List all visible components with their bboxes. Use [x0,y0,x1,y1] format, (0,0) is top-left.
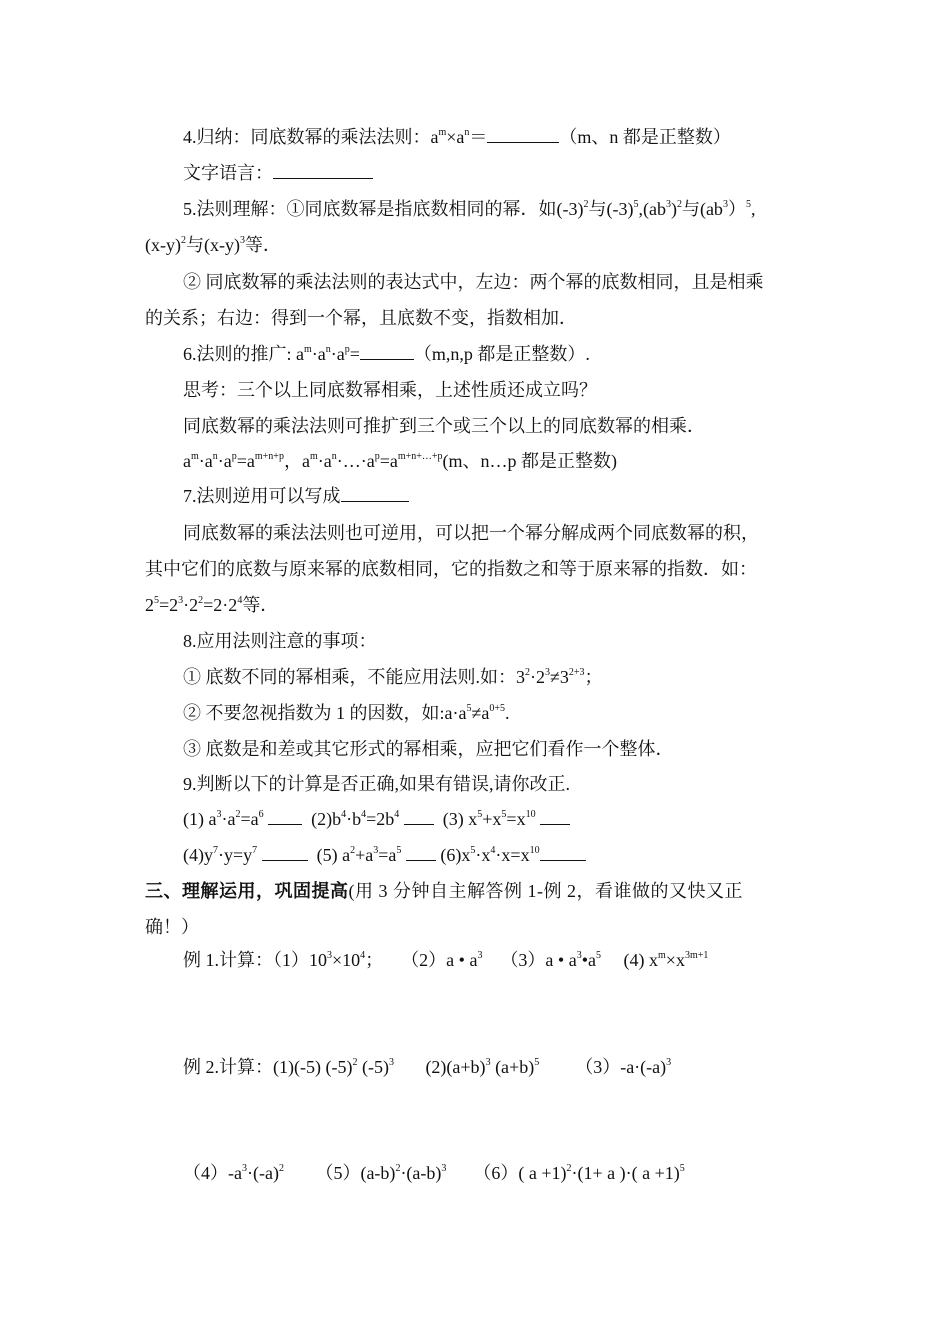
note-item-2: ② 不要忽视指数为 1 的因数，如$:a\cdot a^5\ne a^{0+5}$. [183,703,510,723]
answer-blank[interactable] [406,842,436,861]
example-1: 例 1.计算：$(1)10^3\times 10^4$； （2）a • $a^3$ （3）a • $a^3•a^5$ (4) $x^m\times x^{3m+1}$ [183,950,709,970]
rule-generalization-line: 6.法则的推广: $a^m\cdot a^n\cdot a^p= (m,n,p$ 都是正整数）. [183,341,590,367]
rule-understanding-line: 5.法则理解：①同底数幂是指底数相同的幂．如$(-3)^2$与$(-3)^5,(ab^3)^2$与$(ab^3)^5$, [183,199,756,219]
example-formula-line: $2^5=2^3\cdot 2^2=2\cdot 2^4$等． [145,595,279,615]
example-2-cont: $(4)-a^3\cdot(-a)^2$ $(5)(a-b)^2\cdot(a-b)^3$ （6）( a +1)$^2$·(1+ a )·( a +1)$^5$ [183,1163,685,1183]
judge-row-2: $(4)y^7\cdot y=y^7$ (5) $a^2+a^3=a^5$ $(6)x^5\cdot x^4\cdot x=x^{10}$ [183,842,586,868]
rule-inverse-line: 7.法则逆用可以写成 [183,483,409,509]
example-2: 例 2.计算：(1)(-5) $(-5)^2$ $(-5)^3$ $(2)(a+b)^3$ $(a+b)^5$ $(3)-a\cdot(-a)^3$ [183,1057,672,1077]
text-language-line: 文字语言： [183,160,373,186]
answer-blank[interactable] [273,160,373,179]
note-item-1: ① 底数不同的幂相乘，不能应用法则.如：$3^2\cdot 2^3\ne 3^{2+3}$； [183,667,603,687]
section-heading: 8.应用法则注意的事项： [183,631,377,651]
paragraph-line: 的关系；右边：得到一个幂，且底数不变，指数相加． [145,308,577,328]
answer-blank[interactable] [268,806,302,825]
note-item-3: ③ 底数是和差或其它形式的幂相乘，应把它们看作一个整体． [183,739,674,759]
formula-line: $a^m\cdot a^n\cdot a^p=a^{m+n+p}$，$a^m\cdot a^n\cdot\dots\cdot a^p=a^{m+n+\dots+p}(m$、n…p 都是正整数) [183,451,618,471]
section-three-heading-cont: 确！） [145,917,199,937]
rule-understanding-cont: $(x-y)^2$与$(x-y)^3$等． [145,235,281,255]
paragraph-line: 其中它们的底数与原来幂的底数相同，它的指数之和等于原来幂的指数．如： [145,559,757,579]
judge-row-1: (1) $a^3\cdot a^2=a^6$ $(2)b^4\cdot b^4=2b^4$ (3) $x^5+x^5=x^{10}$ [183,806,570,832]
paragraph-line: 同底数幂的乘法法则可推扩到三个或三个以上的同底数幂的相乘． [183,416,705,436]
section-heading: 9.判断以下的计算是否正确,如果有错误,请你改正. [183,774,570,794]
rule-summary-line: 4.归纳：同底数幂的乘法法则：$a^m\times a^n= (m$、n 都是正整数） [183,124,731,150]
answer-blank[interactable] [487,124,559,143]
paragraph-line: 同底数幂的乘法法则也可逆用，可以把一个幂分解成两个同底数幂的积， [183,523,759,543]
answer-blank[interactable] [404,806,434,825]
answer-blank[interactable] [360,341,414,360]
answer-blank[interactable] [540,842,586,861]
paragraph-line: 思考：三个以上同底数幂相乘，上述性质还成立吗？ [183,380,597,400]
section-three-heading: 三、理解运用，巩固提高(用 3 分钟自主解答例 1-例 2，看谁做的又快又正 [145,881,743,901]
answer-blank[interactable] [262,842,308,861]
answer-blank[interactable] [341,483,409,502]
answer-blank[interactable] [540,806,570,825]
paragraph-line: ② 同底数幂的乘法法则的表达式中，左边：两个幂的底数相同，且是相乘 [183,272,764,292]
